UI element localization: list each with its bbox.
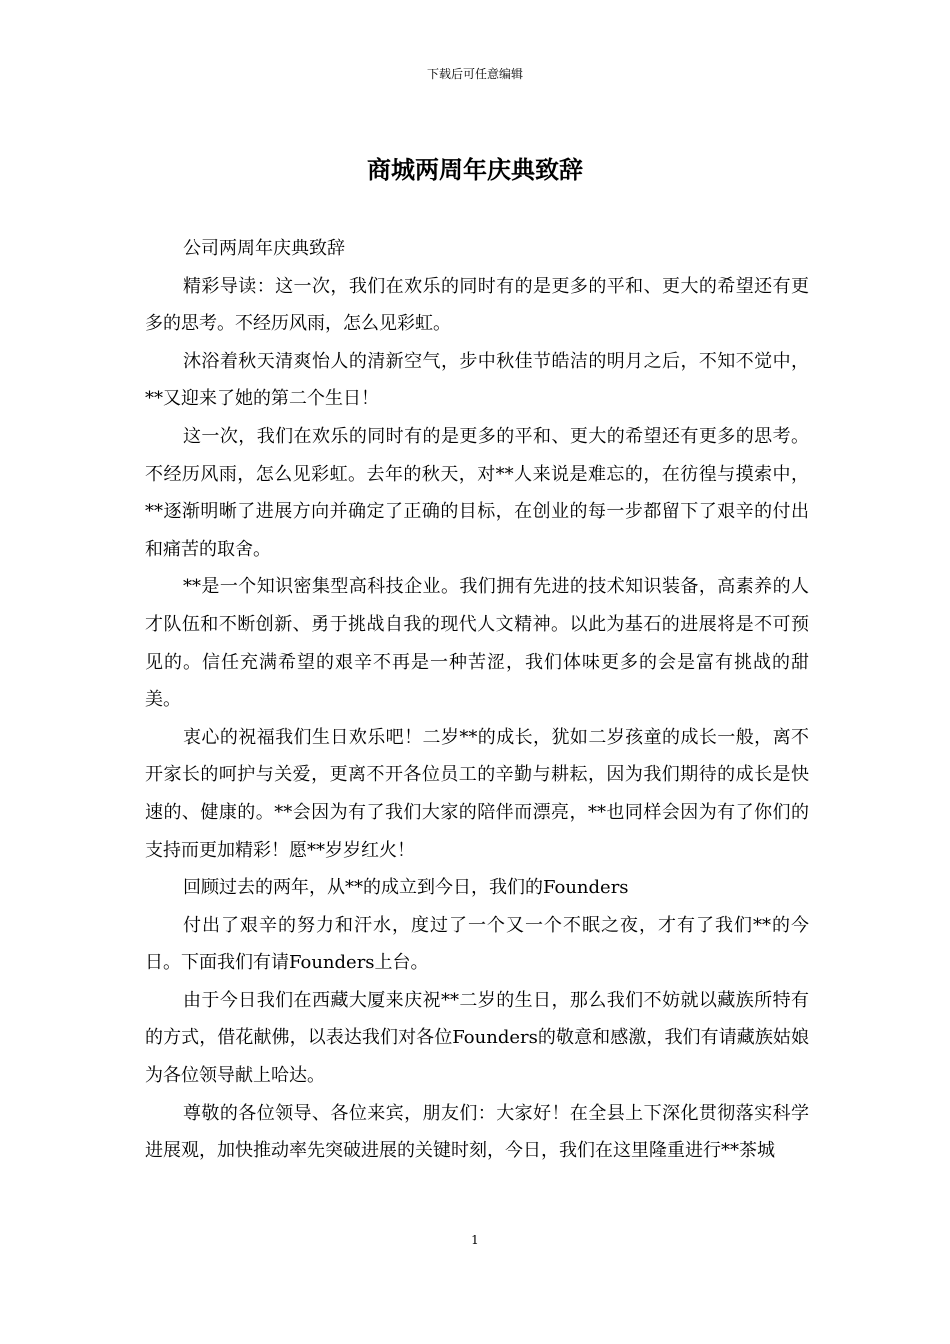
paragraph: 付出了艰辛的努力和汗水，度过了一个又一个不眠之夜，才有了我们**的今日。下面我们有请Founders上台。: [145, 914, 809, 974]
document-title: 商城两周年庆典致辞: [367, 155, 583, 184]
paragraph: 衷心的祝福我们生日欢乐吧！二岁**的成长，犹如二岁孩童的成长一般，离不开家长的呵护与关爱，更离不开各位员工的辛勤与耕耘，因为我们期待的成长是快速的、健康的。**会因为有了我们大家的陪伴而漂亮，**也同样会因为有了你们的支持而更加精彩！愿**岁岁红火！: [145, 726, 809, 861]
page-number: 1: [471, 1233, 479, 1247]
page-header-note: 下载后可任意编辑: [426, 67, 523, 81]
paragraph: **是一个知识密集型高科技企业。我们拥有先进的技术知识装备，高素养的人才队伍和不断创新、勇于挑战自我的现代人文精神。以此为基石的进展将是不可预见的。信任充满希望的艰辛不再是一种苦涩，我们体味更多的会是富有挑战的甜美。: [145, 576, 809, 711]
paragraph: 这一次，我们在欢乐的同时有的是更多的平和、更大的希望还有更多的思考。不经历风雨，怎么见彩虹。去年的秋天，对**人来说是难忘的，在彷徨与摸索中，**逐渐明晰了进展方向并确定了正确的目标，在创业的每一步都留下了艰辛的付出和痛苦的取舍。: [145, 425, 809, 560]
document-body: [145, 230, 809, 1170]
paragraph: 由于今日我们在西藏大厦来庆祝**二岁的生日，那么我们不妨就以藏族所特有的方式，借花献佛，以表达我们对各位Founders的敬意和感激，我们有请藏族姑娘为各位领导献上哈达。: [145, 989, 809, 1087]
paragraph: 精彩导读：这一次，我们在欢乐的同时有的是更多的平和、更大的希望还有更多的思考。不经历风雨，怎么见彩虹。: [145, 275, 809, 335]
paragraph: 回顾过去的两年，从**的成立到今日，我们的Founders: [183, 877, 629, 899]
paragraph: 公司两周年庆典致辞: [183, 238, 345, 259]
paragraph: 沐浴着秋天清爽怡人的清新空气，步中秋佳节皓洁的明月之后，不知不觉中，**又迎来了她的第二个生日！: [145, 350, 809, 410]
paragraph: 尊敬的各位领导、各位来宾，朋友们：大家好！在全县上下深化贯彻落实科学进展观，加快推动率先突破进展的关键时刻，今日，我们在这里隆重进行**茶城: [145, 1102, 809, 1162]
